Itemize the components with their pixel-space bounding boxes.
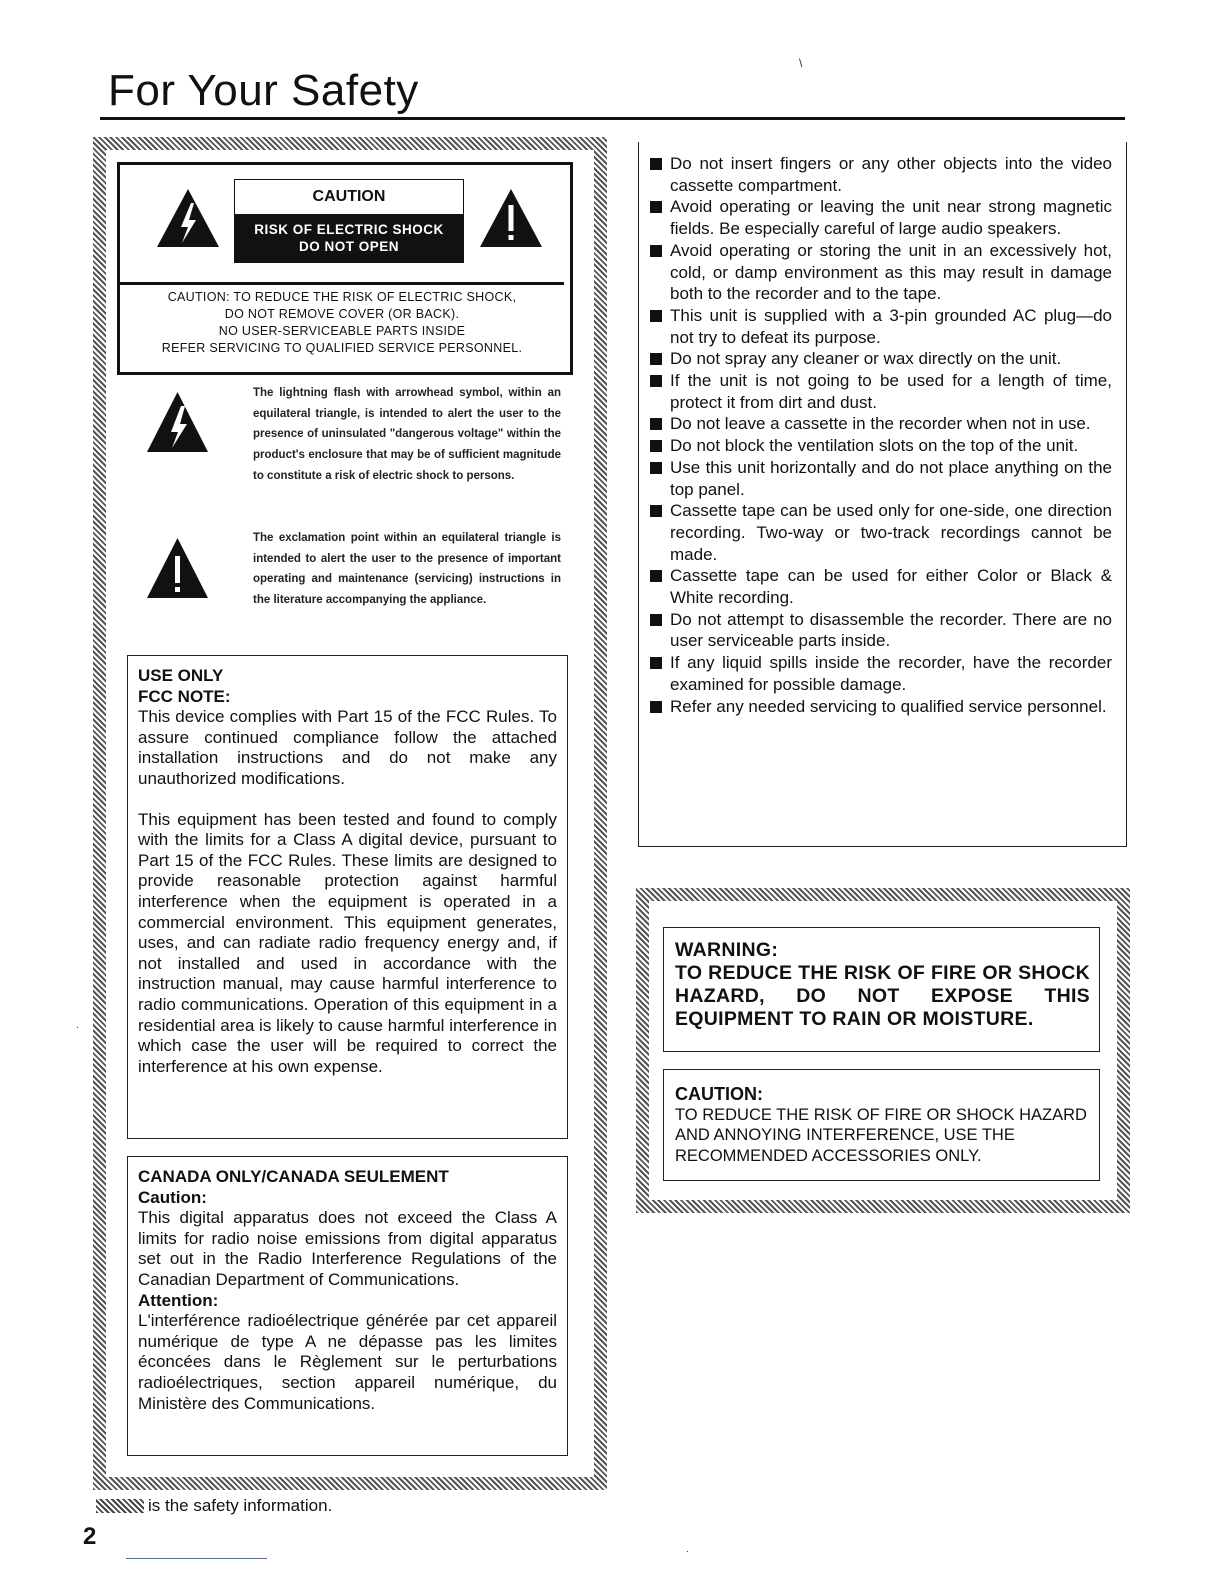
stray-dot: . xyxy=(686,1544,689,1555)
square-bullet-icon xyxy=(650,418,662,430)
square-bullet-icon xyxy=(650,310,662,322)
square-bullet-icon xyxy=(650,353,662,365)
caution-header-title: CAUTION xyxy=(312,188,386,205)
lightning-warning-icon xyxy=(155,187,221,249)
caution-label-top xyxy=(120,165,564,285)
caution-label-line1: CAUTION: TO REDUCE THE RISK OF ELECTRIC SHOCK, xyxy=(167,290,517,304)
caution-accessories-body: TO REDUCE THE RISK OF FIRE OR SHOCK HAZARD AND ANNOYING INTERFERENCE, USE THE RECOMMENDED ACCESSORIES ONLY. xyxy=(675,1105,1087,1165)
square-bullet-icon xyxy=(650,440,662,452)
warning-text xyxy=(675,939,1090,1031)
precaution-item: Use this unit horizontally and do not place anything on the top panel. xyxy=(649,457,1112,500)
caution-header-black xyxy=(235,214,463,262)
square-bullet-icon xyxy=(650,505,662,517)
square-bullet-icon xyxy=(650,462,662,474)
exclamation-symbol-text: The exclamation point within an equilateral triangle is intended to alert the user to the presence of important operating and maintenance (servicing) instructions in the literature accompanying the appliance. xyxy=(253,532,561,607)
square-bullet-icon xyxy=(650,245,662,257)
bottom-rule xyxy=(126,1558,267,1559)
fcc-paragraph-2: This equipment has been tested and found to comply with the limits for a Class A digital device, pursuant to Part 15 of the FCC Rules. These limits are designed to provide reasonable protection against harmful interference when the equipment is operated in a commercial environment. This equipment generates, uses, and can radiate radio frequency energy and, if not installed and used in accordance with the instruction manual, may cause harmful interference to radio communications. Operation of this equipment in a residential area is likely to cause harmful interference in which case the user will be required to correct the interference at his own expense. xyxy=(138,809,557,1076)
precautions-list xyxy=(649,153,1112,717)
caution-label-line2: DO NOT REMOVE COVER (OR BACK). xyxy=(224,307,460,321)
exclamation-warning-icon xyxy=(478,187,544,249)
canada-caution-text: This digital apparatus does not exceed the Class A limits for radio noise emissions from digital apparatus set out in the Radio Interference Regulations of the Canadian Department of Communications. xyxy=(138,1208,557,1289)
precaution-item: Do not attempt to disassemble the recorder. There are no user serviceable parts inside. xyxy=(649,609,1112,652)
warning-body: TO REDUCE THE RISK OF FIRE OR SHOCK HAZARD, DO NOT EXPOSE THIS EQUIPMENT TO RAIN OR MOISTURE. xyxy=(675,962,1090,1030)
precaution-item: Do not block the ventilation slots on the top of the unit. xyxy=(649,435,1112,457)
square-bullet-icon xyxy=(650,570,662,582)
precaution-item: Cassette tape can be used for either Color or Black & White recording. xyxy=(649,565,1112,608)
fcc-heading-use-only: USE ONLY xyxy=(138,666,224,685)
precaution-item: Cassette tape can be used only for one-side, one direction recording. Two-way or two-track recordings cannot be made. xyxy=(649,500,1112,565)
precaution-item: Refer any needed servicing to qualified service personnel. xyxy=(649,696,1112,718)
caution-label xyxy=(117,162,573,375)
caution-accessories-heading: CAUTION: xyxy=(675,1084,763,1104)
precaution-item: Do not spray any cleaner or wax directly on the unit. xyxy=(649,348,1112,370)
square-bullet-icon xyxy=(650,201,662,213)
precaution-item: Do not insert fingers or any other objects into the video cassette compartment. xyxy=(649,153,1112,196)
caution-label-line3: NO USER-SERVICEABLE PARTS INSIDE xyxy=(218,324,466,338)
precaution-item: Avoid operating or storing the unit in an excessively hot, cold, or damp environment as this may result in damage both to the recorder and to the tape. xyxy=(649,240,1112,305)
canada-attention-heading: Attention: xyxy=(138,1290,219,1310)
precaution-item: If the unit is not going to be used for a length of time, protect it from dirt and dust. xyxy=(649,370,1112,413)
caution-header-line1: RISK OF ELECTRIC SHOCK xyxy=(254,222,444,237)
exclamation-symbol-icon xyxy=(145,536,210,600)
hatch-legend-swatch xyxy=(96,1499,144,1513)
precaution-item: If any liquid spills inside the recorder, have the recorder examined for possible damage. xyxy=(649,652,1112,695)
page-title: For Your Safety xyxy=(108,66,419,115)
footer-legend xyxy=(96,1496,332,1516)
caution-header-line2: DO NOT OPEN xyxy=(298,239,399,254)
page-number: 2 xyxy=(83,1523,97,1550)
fcc-heading-note: FCC NOTE: xyxy=(138,686,231,706)
square-bullet-icon xyxy=(650,701,662,713)
caution-label-line4: REFER SERVICING TO QUALIFIED SERVICE PERSONNEL. xyxy=(161,341,523,355)
caution-accessories-text xyxy=(675,1084,1095,1166)
fcc-paragraph-1: This device complies with Part 15 of the FCC Rules. To assure continued compliance follow the attached installation instructions and do not make any unauthorized modifications. xyxy=(138,707,557,788)
stray-mark: \ xyxy=(799,56,803,70)
caution-label-text xyxy=(120,289,564,357)
canada-attention-text: L'interférence radioélectrique générée par cet appareil numérique de type A ne dépasse pas les limites éconcées dans le Règlement sur le perturbations radioélectriques, section appareil numérique, du Ministère des Communications. xyxy=(138,1311,557,1413)
square-bullet-icon xyxy=(650,375,662,387)
title-rule xyxy=(100,117,1125,120)
canada-caution-heading: Caution: xyxy=(138,1187,207,1207)
lightning-symbol-icon xyxy=(145,390,210,454)
footer-legend-text: is the safety information. xyxy=(148,1496,333,1515)
canada-heading: CANADA ONLY/CANADA SEULEMENT xyxy=(138,1167,449,1186)
square-bullet-icon xyxy=(650,614,662,626)
square-bullet-icon xyxy=(650,657,662,669)
canada-note-box xyxy=(127,1156,568,1456)
warning-heading: WARNING: xyxy=(675,939,779,961)
stray-dot-left: . xyxy=(76,1020,79,1031)
caution-header xyxy=(234,179,464,263)
precaution-item: This unit is supplied with a 3-pin grounded AC plug—do not try to defeat its purpose. xyxy=(649,305,1112,348)
fcc-note-box xyxy=(127,655,568,1139)
precaution-item: Avoid operating or leaving the unit near strong magnetic fields. Be especially careful of large audio speakers. xyxy=(649,196,1112,239)
precaution-item: Do not leave a cassette in the recorder when not in use. xyxy=(649,413,1112,435)
square-bullet-icon xyxy=(650,158,662,170)
lightning-symbol-text: The lightning flash with arrowhead symbol, within an equilateral triangle, is intended to alert the user to the presence of uninsulated "dangerous voltage" within the product's enclosure that may be of sufficient magnitude to constitute a risk of electric shock to persons. xyxy=(253,387,561,482)
